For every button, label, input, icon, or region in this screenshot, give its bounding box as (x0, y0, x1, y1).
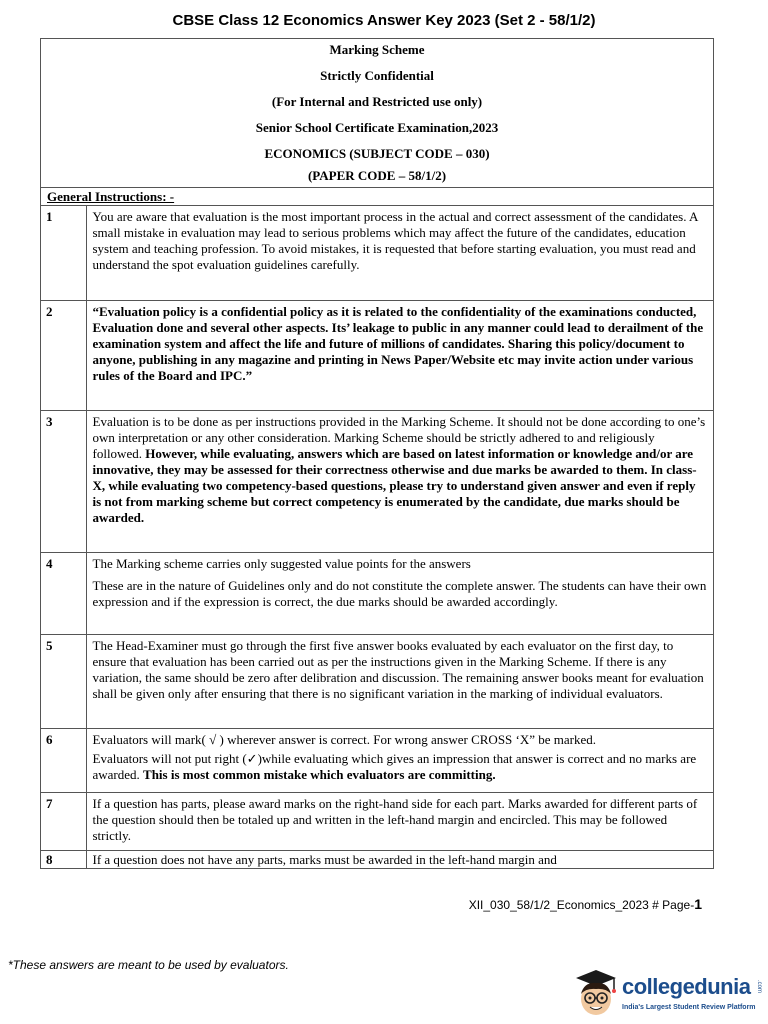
row-text-line: The Marking scheme carries only suggested value points for the answers (92, 555, 471, 571)
table-row (41, 728, 713, 792)
logo-domain: .com (756, 980, 762, 994)
row-text: “Evaluation policy is a confidential policy as it is related to the confidentiality of the examinations conducted, Evaluation done and several other aspects. Its’ leakage to public in any manner could lead to derailment of the examination system and affect the life and future of millions of candidates. Sharing this policy/document to anyone, publishing in any magazine and printing in News Paper/Website etc may invite action under various rules of the Board and IPC.” (86, 300, 713, 410)
page-number: 1 (694, 896, 702, 912)
header-line: Marking Scheme (329, 42, 425, 57)
row-number: 8 (41, 850, 86, 868)
table-row (41, 410, 713, 552)
table-row (41, 850, 713, 868)
row-number: 3 (41, 410, 86, 552)
header-line: Strictly Confidential (320, 68, 434, 83)
row-number: 1 (41, 206, 86, 300)
row-text: The Head-Examiner must go through the first five answer books evaluated by each evaluator on the first day, to ensure that evaluation has been carried out as per the instructions given in the Marking Scheme. If there is any variation, the same should be zero after delibration and discussion. The remaining answer books meant for evaluation shall be given only after ensuring that there is no significant variation in the marking of individual evaluators. (86, 634, 713, 728)
general-instructions-heading: General Instructions: - (41, 188, 713, 206)
scheme-header (41, 39, 713, 188)
row-number: 4 (41, 552, 86, 634)
header-line: Senior School Certificate Examination,2023 (255, 120, 499, 135)
row-text-paragraph: These are in the nature of Guidelines only and do not constitute the complete answer. The students can have their own expression and if the expression is correct, the due marks should be awarded accordingly. (92, 577, 707, 609)
table-row (41, 552, 713, 634)
logo-wordmark: collegedunia (622, 974, 751, 999)
page-footer-reference (469, 896, 702, 912)
evaluator-note: *These answers are meant to be used by evaluators. (8, 958, 289, 972)
table-row (41, 634, 713, 728)
row-text: If a question does not have any parts, marks must be awarded in the left-hand margin and (92, 851, 557, 867)
page-title: CBSE Class 12 Economics Answer Key 2023 (Set 2 - 58/1/2) (172, 12, 596, 29)
instructions-table (41, 206, 713, 868)
row-text-bold: However, while evaluating, answers which are based on latest information or knowledge and/or are innovative, they may be assessed for their correctness otherwise and due marks be awarded to them. In class-X, while evaluating two competency-based questions, please try to understand given answer and even if reply is not from marking scheme but correct competency is enumerated by the candidate, due marks should be awarded. (92, 445, 697, 525)
row-text-bold: This is most common mistake which evaluators are committing. (143, 766, 496, 782)
header-line: ECONOMICS (SUBJECT CODE – 030) (264, 146, 490, 161)
logo-tagline: India's Largest Student Review Platform (622, 1004, 756, 1011)
footer-code: XII_030_58/1/2_Economics_2023 # Page- (468, 898, 695, 912)
table-row (41, 300, 713, 410)
table-row (41, 792, 713, 850)
row-number: 6 (41, 728, 86, 792)
mascot-icon (570, 966, 620, 1022)
header-line: (PAPER CODE – 58/1/2) (307, 168, 447, 183)
row-number: 5 (41, 634, 86, 728)
header-line: (For Internal and Restricted use only) (271, 94, 483, 109)
marking-scheme-sheet (40, 38, 714, 869)
row-number: 7 (41, 792, 86, 850)
table-row (41, 206, 713, 300)
row-text: You are aware that evaluation is the most important process in the actual and correct assessment of the candidates. A small mistake in evaluation may lead to serious problems which may affect the future of the candidates, education system and teaching profession. To avoid mistakes, it is requested that before starting evaluation, you must read and understand the spot evaluation guidelines carefully. (86, 206, 713, 300)
row-text-plain: Evaluators will not put right (✓)while evaluating which gives an impression that answer is correct and no marks are awarded. (92, 750, 697, 782)
collegedunia-logo[interactable] (570, 966, 766, 1022)
row-text-plain: Evaluation is to be done as per instructions provided in the Marking Scheme. It should not be done according to one’s own interpretation or any other consideration. Marking Scheme should be strictly adhered to and religiously followed. (92, 413, 706, 461)
row-text: If a question has parts, please award marks on the right-hand side for each part. Marks awarded for different parts of the question should then be totaled up and written in the left-hand margin and encircled. This may be followed strictly. (86, 792, 713, 850)
row-text-line: Evaluators will mark( √ ) wherever answer is correct. For wrong answer CROSS ‘X” be marked. (92, 731, 597, 747)
row-text (86, 728, 713, 792)
row-text (86, 552, 713, 634)
row-text (86, 410, 713, 552)
row-number: 2 (41, 300, 86, 410)
